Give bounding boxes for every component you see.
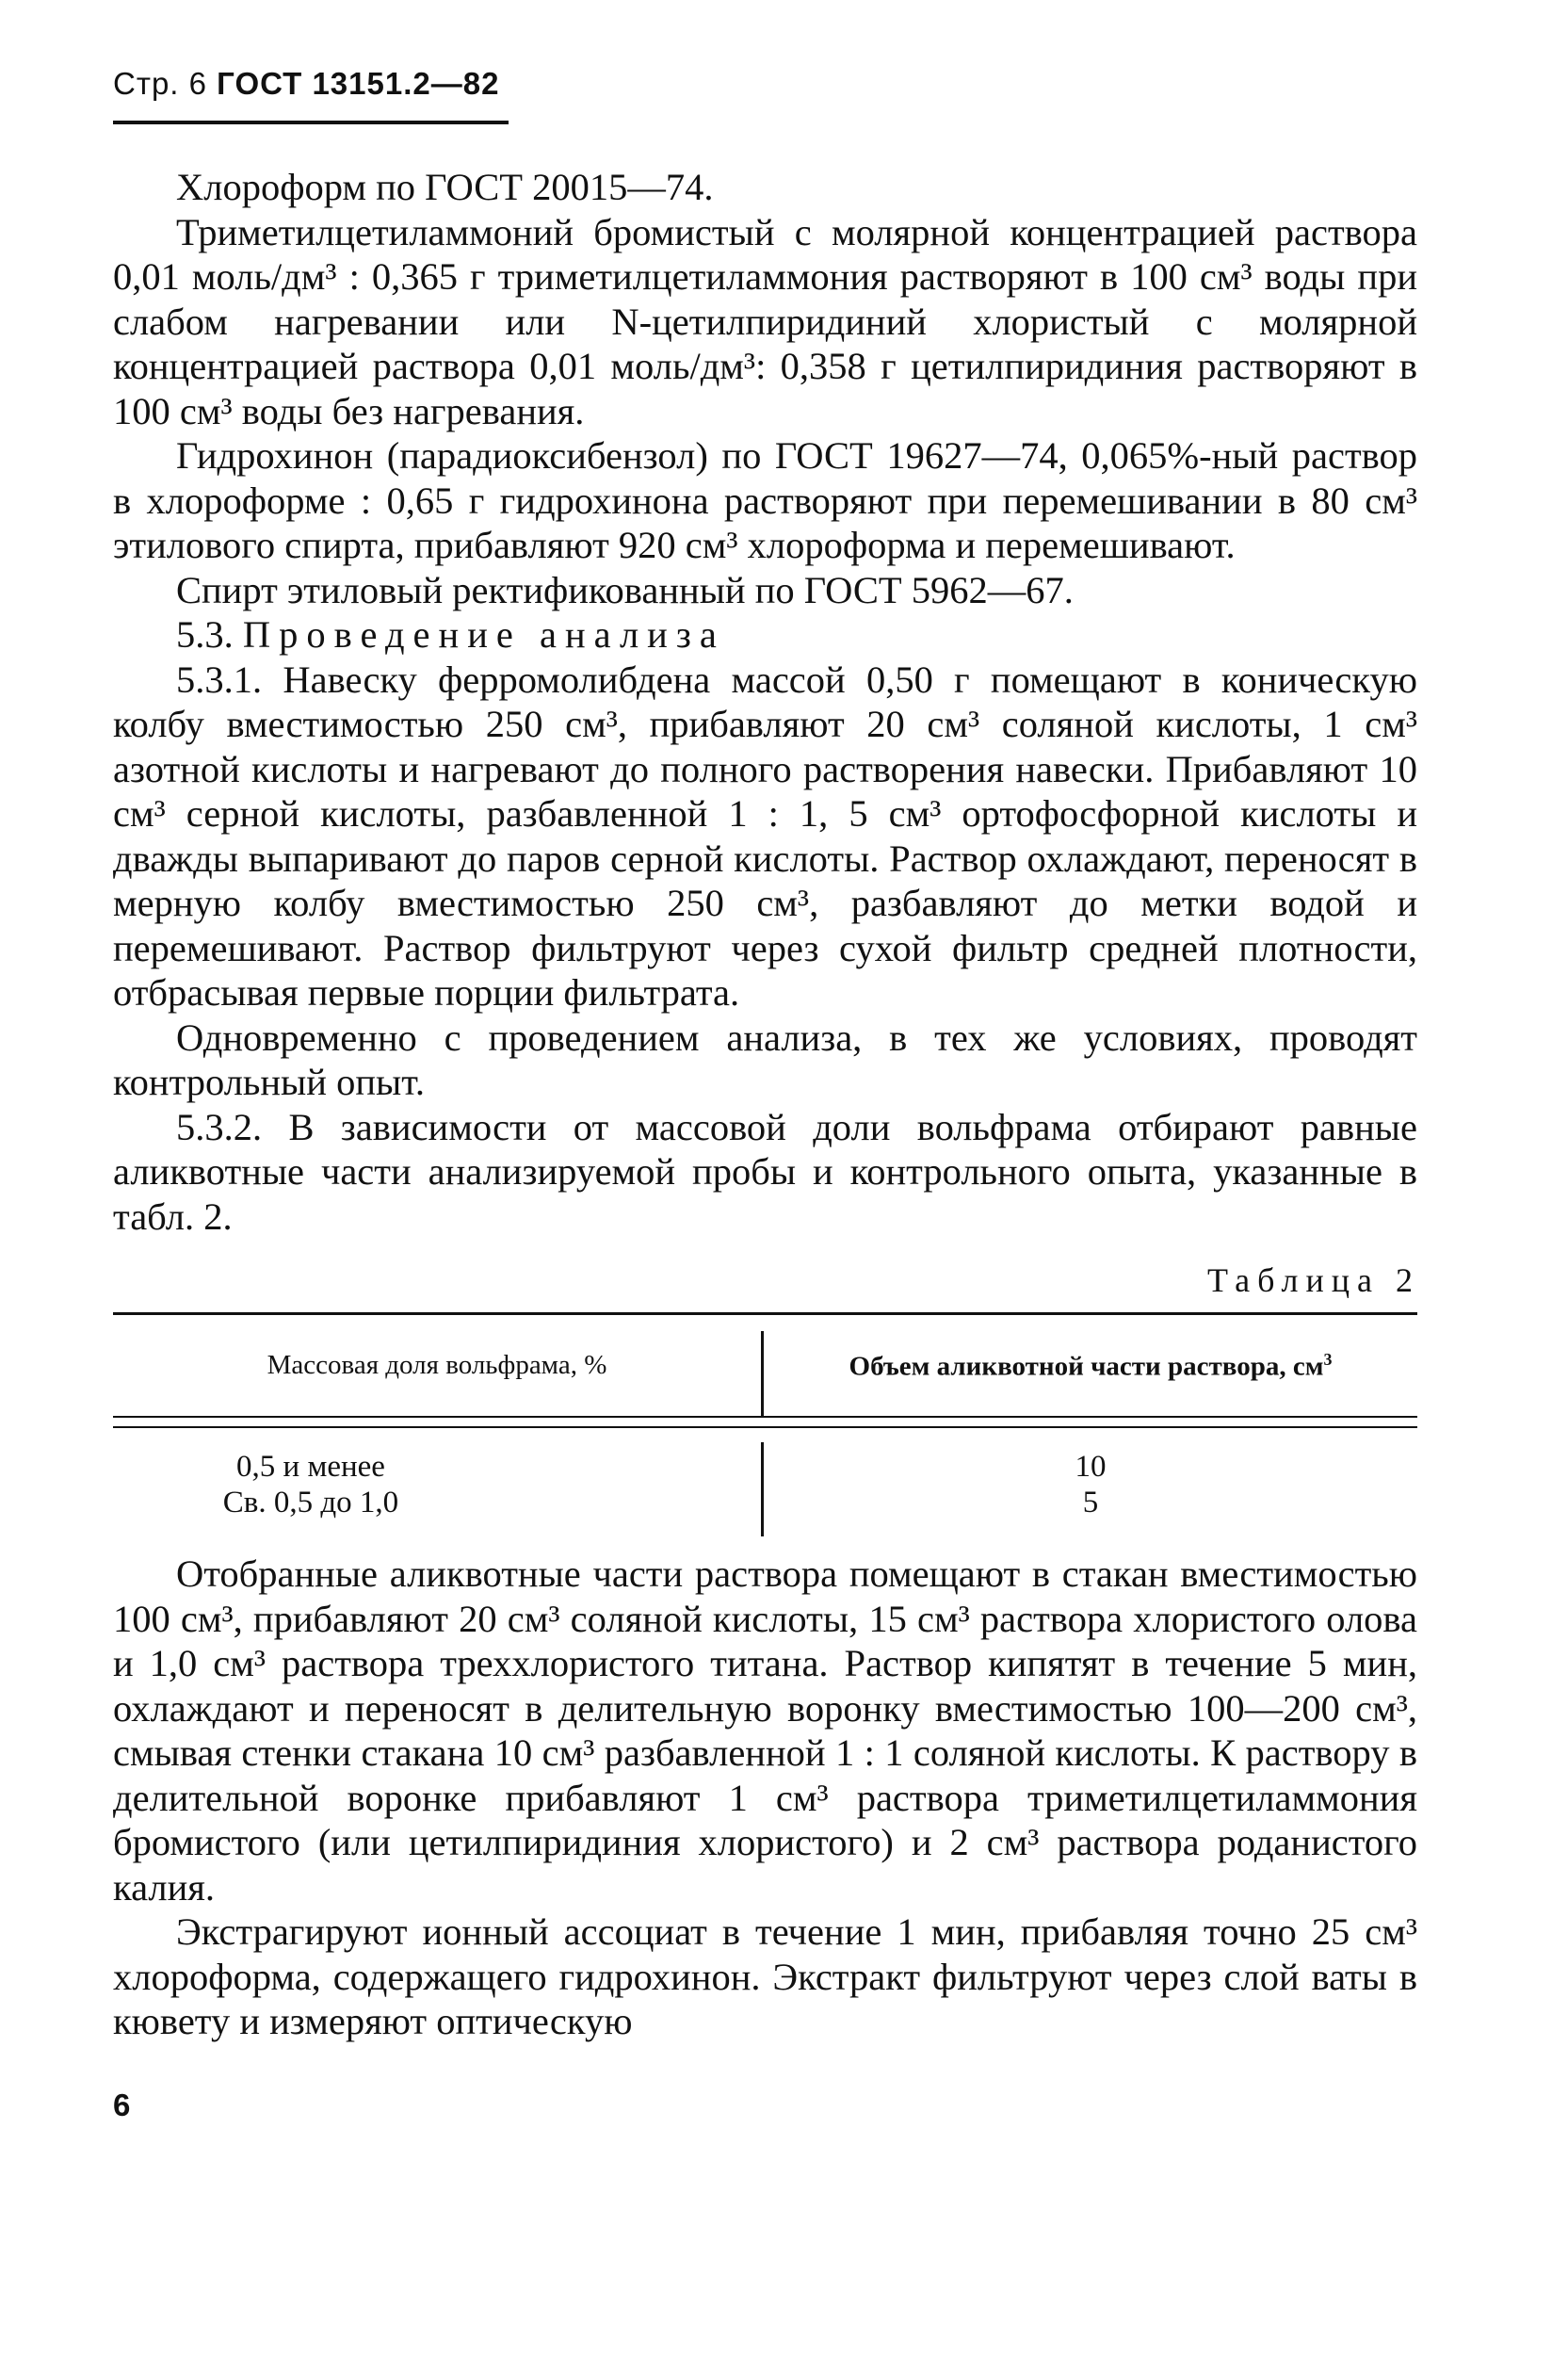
table-cell: 0,5 и менее — [236, 1450, 385, 1484]
paragraph: 5.3.1. Навеску ферромолибдена массой 0,50 г помещают в коническую колбу вместимостью 250 см³, прибавляют 20 см³ соляной кислоты, 1 см³ азотной кислоты и нагревают до полного растворения навески. Прибавляют 10 см³ серной кислоты, разбавленной 1 : 1, 5 см³ ортофосфорной кислоты и дважды выпаривают до паров серной кислоты. Раствор охлаждают, переносят в мерную колбу вместимостью 250 см³, разбавляют до метки водой и перемешивают. Раствор фильтруют через сухой фильтр средней плотности, отбрасывая первые порции фильтрата. — [113, 658, 1417, 1014]
standard-number: ГОСТ 13151.2—82 — [217, 66, 500, 101]
table-cell: 5 — [1082, 1486, 1099, 1519]
paragraph: Экстрагируют ионный ассоциат в течение 1 мин, прибавляя точно 25 см³ хлороформа, содержащего гидрохинон. Экстракт фильтруют через слой ваты в кювету и измеряют оптическую — [113, 1910, 1417, 2042]
table-header-rule — [113, 1426, 1417, 1428]
table-header-mass-fraction: Массовая доля вольфрама, % — [267, 1350, 607, 1380]
table-cell: Св. 0,5 до 1,0 — [222, 1486, 399, 1519]
section-title: Проведение анализа — [242, 613, 725, 656]
section-number: 5.3. — [176, 613, 234, 656]
page-label: Стр. 6 — [113, 66, 207, 101]
paragraph: Гидрохинон (парадиоксибензол) по ГОСТ 19627—74, 0,065%-ный раствор в хлороформе : 0,65 г гидрохинона растворяют при перемешивании в 80 см³ этилового спирта, прибавляют 920 см³ хлороформа и перемешивают. — [113, 434, 1417, 566]
paragraph: Спирт этиловый ректификованный по ГОСТ 5962—67. — [176, 568, 1074, 611]
table-header-rule — [113, 1416, 1417, 1418]
paragraph: Одновременно с проведением анализа, в тех же условиях, проводят контрольный опыт. — [113, 1016, 1417, 1103]
table-column-mass-fraction — [113, 1449, 509, 1520]
page-number: 6 — [113, 2088, 131, 2122]
paragraph: Отобранные аликвотные части раствора помещают в стакан вместимостью 100 см³, прибавляют 20 см³ соляной кислоты, 15 см³ раствора хлористого олова и 1,0 см³ раствора треххлористого титана. Раствор кипятят в течение 5 мин, охлаждают и переносят в делительную воронку вместимостью 100—200 см³, смывая стенки стакана 10 см³ разбавленной 1 : 1 соляной кислоты. К раствору в делительной воронке прибавляют 1 см³ раствора триметилцетиламмония бромистого (или цетилпиридиния хлористого) и 2 см³ раствора роданистого калия. — [113, 1552, 1417, 1909]
section-heading — [113, 612, 1417, 658]
body-text-bottom — [113, 1552, 1417, 2044]
header-rule — [113, 121, 509, 124]
paragraph: 5.3.2. В зависимости от массовой доли вольфрама отбирают равные аликвотные части анализируемой пробы и контрольного опыта, указанные в табл. 2. — [113, 1105, 1417, 1238]
table-top-rule — [113, 1312, 1417, 1315]
table-column-aliquot-volume — [764, 1449, 1417, 1520]
paragraph: Триметилцетиламмоний бромистый с молярной концентрацией раствора 0,01 моль/дм³ : 0,365 г триметилцетиламмония растворяют в 100 см³ воды при слабом нагревании или N-цетилпиридиний хлористый с молярной концентрацией раствора 0,01 моль/дм³: 0,358 г цетилпиридиния растворяют в 100 см³ воды без нагревания. — [113, 210, 1417, 432]
table-cell: 10 — [1075, 1450, 1107, 1484]
table-caption: Таблица 2 — [1207, 1261, 1420, 1299]
unit-superscript: 3 — [1323, 1350, 1333, 1369]
table-header-aliquot-volume — [764, 1350, 1417, 1383]
body-text-top — [113, 165, 1417, 1239]
header-text: Объем аликвотной части раствора, см — [849, 1351, 1324, 1382]
paragraph: Хлороформ по ГОСТ 20015—74. — [176, 166, 714, 208]
running-header — [113, 66, 499, 102]
